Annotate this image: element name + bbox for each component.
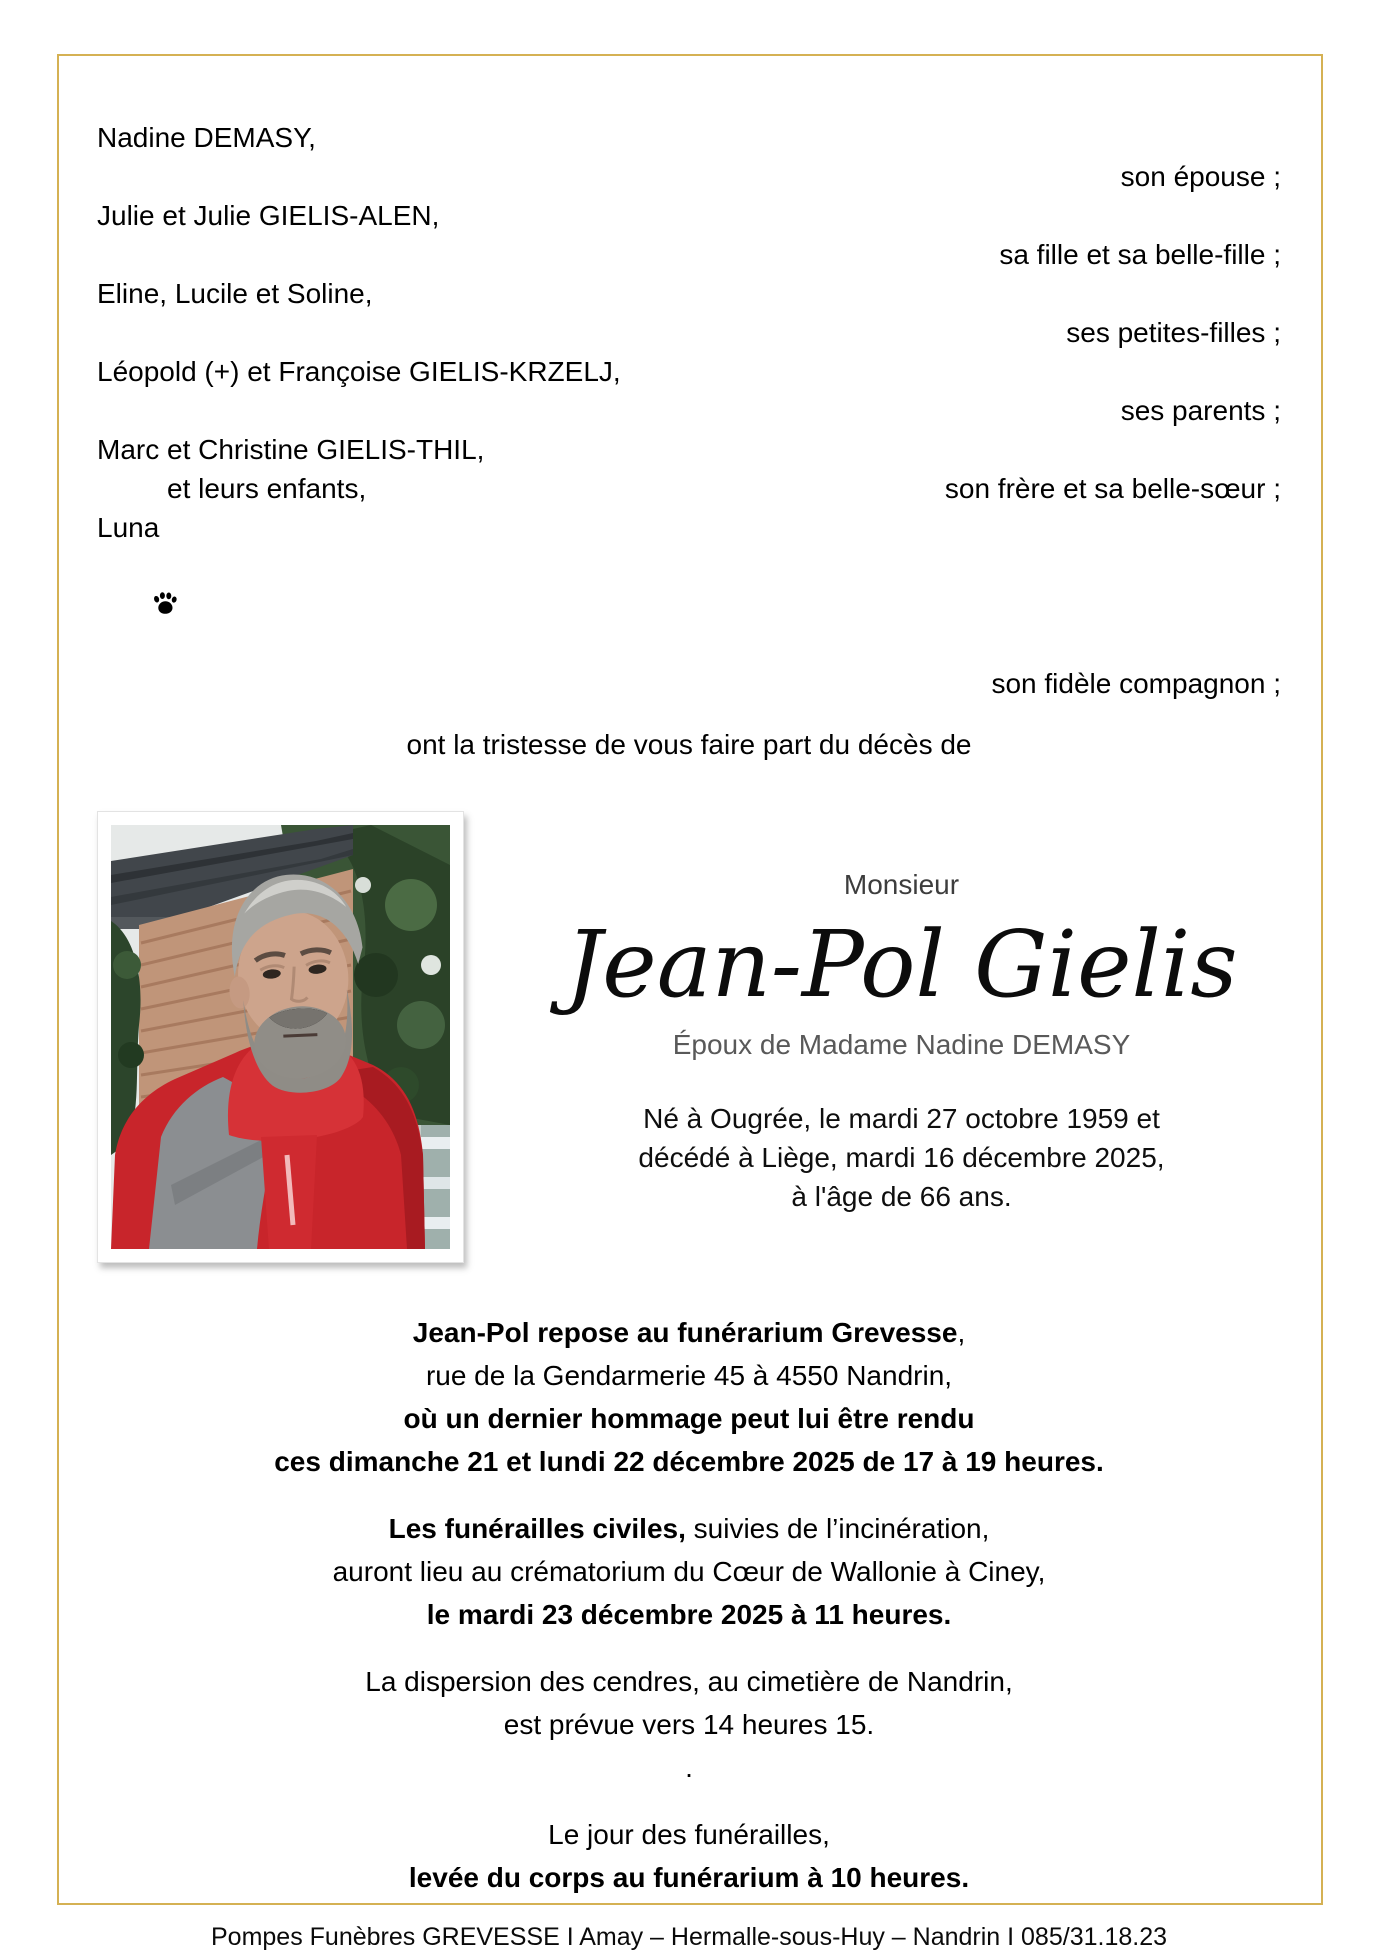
family-name-line: Léopold (+) et Françoise GIELIS-KRZELJ, <box>97 356 621 387</box>
deceased-text-block <box>464 811 1281 1263</box>
relation-line: ses petites-filles ; <box>1066 317 1281 348</box>
funeral-line <box>97 1397 1281 1440</box>
birth-line: Né à Ougrée, le mardi 27 octobre 1959 et <box>643 1103 1160 1134</box>
funeral-text: suivies de l’incinération, <box>685 1513 990 1544</box>
paw-print-icon <box>121 547 178 664</box>
deceased-photo-illustration <box>111 825 450 1249</box>
funeral-text: , <box>957 1317 966 1348</box>
funeral-paragraph <box>97 1660 1281 1789</box>
funeral-home-footer: Pompes Funèbres GREVESSE I Amay – Hermalle-sous-Huy – Nandrin I 085/31.18.23 <box>210 1923 1168 1951</box>
relation-line: son fidèle compagnon ; <box>991 668 1281 699</box>
funeral-text: . <box>685 1752 693 1783</box>
funeral-text-bold: levée du corps au funérarium à 10 heures. <box>408 1862 970 1893</box>
funeral-line <box>97 1660 1281 1703</box>
family-name-line: Eline, Lucile et Soline, <box>97 278 373 309</box>
family-intro-section <box>97 118 1281 703</box>
funeral-line <box>97 1856 1281 1899</box>
family-name-line: Nadine DEMASY, <box>97 122 316 153</box>
memorial-card <box>57 54 1323 1951</box>
spouse-line: Époux de Madame Nadine DEMASY <box>672 1029 1131 1060</box>
funeral-line <box>97 1813 1281 1856</box>
funeral-details-section <box>97 1311 1281 1899</box>
funeral-line <box>97 1507 1281 1550</box>
funeral-line <box>97 1440 1281 1483</box>
funeral-text: est prévue vers 14 heures 15. <box>503 1709 875 1740</box>
family-name-line: Marc et Christine GIELIS-THIL, <box>97 434 485 465</box>
funeral-text-bold: le mardi 23 décembre 2025 à 11 heures. <box>426 1599 952 1630</box>
funeral-line <box>97 1311 1281 1354</box>
funeral-paragraph <box>97 1311 1281 1483</box>
family-name-relation-row <box>97 469 1281 508</box>
family-name-line: et leurs enfants, <box>167 473 367 504</box>
relation-line: ses parents ; <box>1120 395 1281 426</box>
funeral-text: Le jour des funérailles, <box>548 1819 830 1850</box>
family-name-line: Luna <box>97 508 1281 664</box>
funeral-line <box>97 1703 1281 1746</box>
funeral-text-bold: Les funérailles civiles, <box>388 1513 686 1544</box>
family-name-line: Julie et Julie GIELIS-ALEN, <box>97 200 440 231</box>
relation-line: son frère et sa belle-sœur ; <box>944 473 1281 504</box>
funeral-paragraph <box>97 1507 1281 1636</box>
deceased-title: Monsieur <box>843 869 960 900</box>
deceased-section <box>97 811 1281 1263</box>
deceased-name: Jean-Pol Gielis <box>565 911 1238 1018</box>
funeral-text-bold: Jean-Pol repose au funérarium Grevesse <box>412 1317 958 1348</box>
birth-death-block <box>522 1099 1281 1216</box>
funeral-text: rue de la Gendarmerie 45 à 4550 Nandrin, <box>425 1360 953 1391</box>
funeral-line <box>97 1593 1281 1636</box>
funeral-line <box>97 1746 1281 1789</box>
funeral-paragraph <box>97 1813 1281 1899</box>
funeral-text-bold: ces dimanche 21 et lundi 22 décembre 2025 de 17 à 19 heures. <box>274 1446 1104 1477</box>
death-line: décédé à Liège, mardi 16 décembre 2025, <box>638 1142 1165 1173</box>
relation-line: sa fille et sa belle-fille ; <box>999 239 1281 270</box>
funeral-text: auront lieu au crématorium du Cœur de Wallonie à Ciney, <box>332 1556 1046 1587</box>
relation-line: son épouse ; <box>1120 161 1281 192</box>
deceased-photo <box>97 811 464 1263</box>
funeral-text-bold: où un dernier hommage peut lui être rendu <box>403 1403 975 1434</box>
age-line: à l'âge de 66 ans. <box>791 1181 1012 1212</box>
funeral-text: La dispersion des cendres, au cimetière de Nandrin, <box>365 1666 1013 1697</box>
funeral-line <box>97 1550 1281 1593</box>
announcement-intro-line: ont la tristesse de vous faire part du décès de <box>406 729 972 760</box>
funeral-line <box>97 1354 1281 1397</box>
